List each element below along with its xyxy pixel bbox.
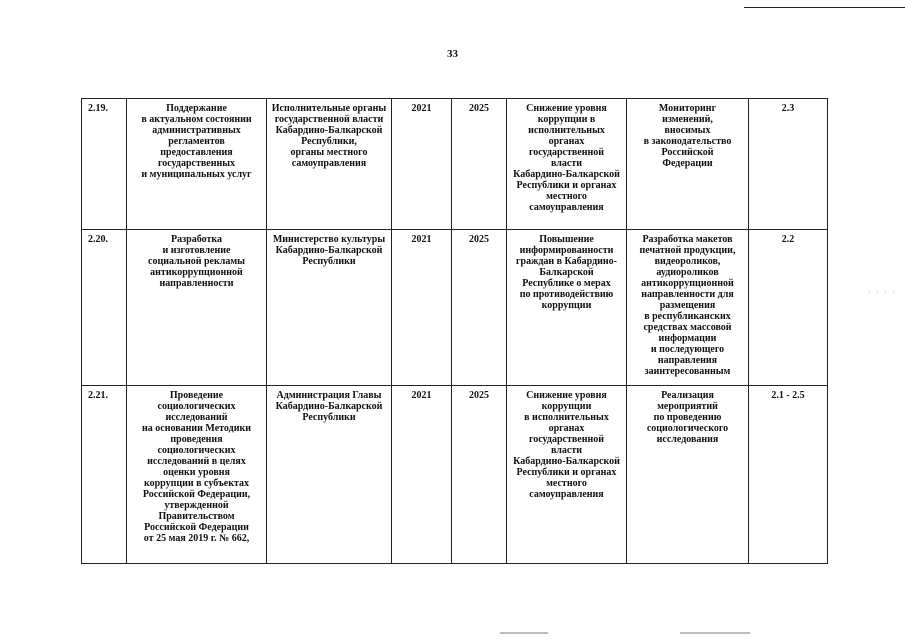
linked-items: 2.3 bbox=[749, 99, 828, 230]
linked-items: 2.2 bbox=[749, 230, 828, 386]
executor: Министерство культуры Кабардино-Балкарской Республики bbox=[267, 230, 392, 386]
measures-table bbox=[81, 98, 828, 564]
item-number: 2.21. bbox=[82, 386, 127, 564]
scan-smudge bbox=[680, 632, 750, 634]
end-year: 2025 bbox=[452, 99, 507, 230]
executor: Администрация Главы Кабардино-Балкарской Республики bbox=[267, 386, 392, 564]
indicator: Реализация мероприятий по проведению социологического исследования bbox=[627, 386, 749, 564]
indicator: Разработка макетов печатной продукции, видеороликов, аудиороликов антикоррупционной направленности для размещения в республиканских средствах массовой информации и последующего направления заинтересованным bbox=[627, 230, 749, 386]
top-rule bbox=[744, 7, 905, 8]
measure-name: Разработка и изготовление социальной рекламы антикоррупционной направленности bbox=[127, 230, 267, 386]
expected-result: Снижение уровня коррупции в исполнительных органах государственной власти Кабардино-Балкарской Республики и органах местного самоуправления bbox=[507, 386, 627, 564]
item-number: 2.19. bbox=[82, 99, 127, 230]
start-year: 2021 bbox=[392, 99, 452, 230]
table-row bbox=[82, 99, 828, 230]
page-number: 33 bbox=[447, 48, 458, 60]
end-year: 2025 bbox=[452, 386, 507, 564]
indicator: Мониторинг изменений, вносимых в законодательство Российской Федерации bbox=[627, 99, 749, 230]
expected-result: Снижение уровня коррупции в исполнительных органах государственной власти Кабардино-Балкарской Республики и органах местного самоуправления bbox=[507, 99, 627, 230]
table-row bbox=[82, 230, 828, 386]
measure-name: Проведение социологических исследований на основании Методики проведения социологических исследований в целях оценки уровня коррупции в субъектах Российской Федерации, утвержденной Правительством Российской Федерации от 25 мая 2019 г. № 662, bbox=[127, 386, 267, 564]
expected-result: Повышение информированности граждан в Кабардино- Балкарской Республике о мерах по противодействию коррупции bbox=[507, 230, 627, 386]
linked-items: 2.1 - 2.5 bbox=[749, 386, 828, 564]
item-number: 2.20. bbox=[82, 230, 127, 386]
scan-smudge bbox=[500, 632, 548, 634]
start-year: 2021 bbox=[392, 386, 452, 564]
measure-name: Поддержание в актуальном состоянии административных регламентов предоставления государственных и муниципальных услуг bbox=[127, 99, 267, 230]
end-year: 2025 bbox=[452, 230, 507, 386]
scan-speck: · · · · bbox=[868, 288, 897, 296]
table-row bbox=[82, 386, 828, 564]
start-year: 2021 bbox=[392, 230, 452, 386]
executor: Исполнительные органы государственной власти Кабардино-Балкарской Республики, органы местного самоуправления bbox=[267, 99, 392, 230]
